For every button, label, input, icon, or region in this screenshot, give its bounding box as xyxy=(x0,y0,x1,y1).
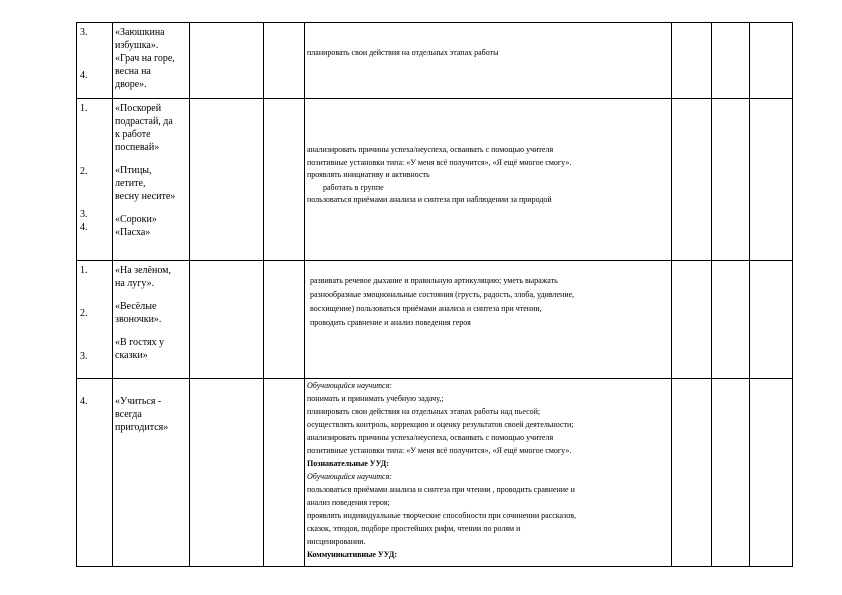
empty-cell xyxy=(264,261,305,379)
lesson-title-line: пригодится» xyxy=(115,422,169,433)
competency-line: развивать речевое дыхание и правильную артикуляцию; уметь выражать xyxy=(310,276,558,285)
lesson-title-line: «В гостях у xyxy=(115,337,165,348)
empty-cell xyxy=(750,379,793,567)
table-row xyxy=(77,261,793,379)
lesson-title-line: всегда xyxy=(115,409,142,420)
empty-cell xyxy=(712,261,750,379)
lesson-number-cell xyxy=(77,379,113,567)
competency-heading: Обучающийся научится: xyxy=(307,381,392,390)
lesson-number: 1. xyxy=(80,103,88,114)
lesson-number-cell xyxy=(77,99,113,261)
competency-section-heading: Коммуникативные УУД: xyxy=(307,550,398,559)
lesson-title-line: поспевай» xyxy=(115,142,160,153)
competency-line: проявлять инициативу и активность xyxy=(307,170,430,179)
empty-cell xyxy=(712,23,750,99)
lesson-title-line: «Учиться - xyxy=(115,396,162,407)
lesson-number: 1. xyxy=(80,265,88,276)
competency-line: осуществлять контроль, коррекцию и оценку результатов своей деятельности; xyxy=(307,420,574,429)
lesson-number-cell xyxy=(77,23,113,99)
empty-cell xyxy=(672,261,712,379)
lesson-title-line: на лугу». xyxy=(115,278,155,289)
lesson-title-line: «Поскорей xyxy=(115,103,162,114)
lesson-title-line: сказки» xyxy=(115,350,148,361)
empty-cell xyxy=(672,23,712,99)
empty-cell xyxy=(190,261,264,379)
competency-line: работать в группе xyxy=(323,182,384,192)
competency-cell xyxy=(305,261,672,379)
lesson-plan-table-container xyxy=(76,22,793,567)
lesson-number-cell xyxy=(77,261,113,379)
lesson-title-line: летите, xyxy=(115,178,146,189)
competency-line: планировать свои действия на отдельных этапах работы xyxy=(307,48,499,58)
empty-cell xyxy=(712,99,750,261)
lesson-title-cell xyxy=(113,99,190,261)
empty-cell xyxy=(712,379,750,567)
empty-cell xyxy=(750,99,793,261)
competency-line: понимать и принимать учебную задачу,; xyxy=(307,394,444,403)
empty-cell xyxy=(672,379,712,567)
lesson-title-cell xyxy=(113,261,190,379)
competency-line: планировать свои действия на отдельных этапах работы над пьесой; xyxy=(307,407,541,416)
empty-cell xyxy=(264,99,305,261)
table-row xyxy=(77,23,793,99)
empty-cell xyxy=(672,99,712,261)
lesson-title-cell xyxy=(113,23,190,99)
lesson-title-line: избушка». xyxy=(115,40,159,51)
empty-cell xyxy=(190,23,264,99)
lesson-number: 4. xyxy=(80,70,88,81)
competency-cell xyxy=(305,23,672,99)
lesson-number: 3. xyxy=(80,351,88,362)
lesson-title-line: подрастай, да xyxy=(115,116,173,127)
table-row xyxy=(77,379,793,567)
lesson-title-line: «На зелёном, xyxy=(115,265,171,276)
empty-cell xyxy=(190,379,264,567)
competency-line: позитивные установки типа: «У меня всё получится», «Я ещё многое смогу». xyxy=(307,157,572,167)
lesson-title-line: дворе». xyxy=(115,79,147,90)
competency-cell xyxy=(305,379,672,567)
competency-line: проявлять индивидуальные творческие способности при сочинении рассказов, xyxy=(307,511,576,520)
lesson-number: 4. xyxy=(80,396,88,407)
lesson-title-line: к работе xyxy=(115,129,151,140)
competency-line: анализировать причины успеха/неуспеха, осваивать с помощью учителя xyxy=(307,433,554,442)
competency-line: пользоваться приёмами анализа и синтеза при наблюдении за природой xyxy=(307,195,552,204)
lesson-plan-table xyxy=(76,22,793,567)
lesson-title-line: весну несите» xyxy=(115,191,176,202)
competency-line: позитивные установки типа: «У меня всё получится», «Я ещё многое смогу». xyxy=(307,446,572,455)
competency-line: сказок, этюдов, подборе простейших рифм, чтении по ролям и xyxy=(307,524,521,533)
table-row xyxy=(77,99,793,261)
competency-section-heading: Познавательные УУД: xyxy=(307,459,389,468)
lesson-title-line: «Весёлые xyxy=(115,301,157,312)
competency-line: проводить сравнение и анализ поведения героя xyxy=(310,318,471,327)
competency-line: анализ поведения героя; xyxy=(307,498,390,507)
competency-cell xyxy=(305,99,672,261)
lesson-number: 4. xyxy=(80,222,88,233)
lesson-title-line: «Пасха» xyxy=(115,227,151,238)
lesson-number: 3. xyxy=(80,27,88,38)
lesson-title-line: «Сороки» xyxy=(115,214,157,225)
lesson-number: 3. xyxy=(80,209,88,220)
empty-cell xyxy=(750,23,793,99)
empty-cell xyxy=(190,99,264,261)
empty-cell xyxy=(750,261,793,379)
lesson-title-line: «Грач на горе, xyxy=(115,53,175,64)
competency-line: анализировать причины успеха/неуспеха, осваивать с помощью учителя xyxy=(307,145,554,154)
lesson-number: 2. xyxy=(80,308,88,319)
lesson-title-line: весна на xyxy=(115,66,151,77)
lesson-title-line: звоночки». xyxy=(115,314,162,325)
competency-heading: Обучающийся научится: xyxy=(307,472,392,481)
empty-cell xyxy=(264,23,305,99)
lesson-title-cell xyxy=(113,379,190,567)
competency-line: инсценировании. xyxy=(307,537,366,546)
lesson-title-line: «Птицы, xyxy=(115,165,152,176)
lesson-title-line: «Заюшкина xyxy=(115,27,165,38)
empty-cell xyxy=(264,379,305,567)
competency-line: восхищение) пользоваться приёмами анализа и синтеза при чтении, xyxy=(310,304,542,313)
competency-line: пользоваться приёмами анализа и синтеза при чтении , проводить сравнение и xyxy=(307,485,575,494)
lesson-number: 2. xyxy=(80,166,88,177)
competency-line: разнообразные эмоциональные состояния (грусть, радость, злоба, удивление, xyxy=(310,290,575,299)
